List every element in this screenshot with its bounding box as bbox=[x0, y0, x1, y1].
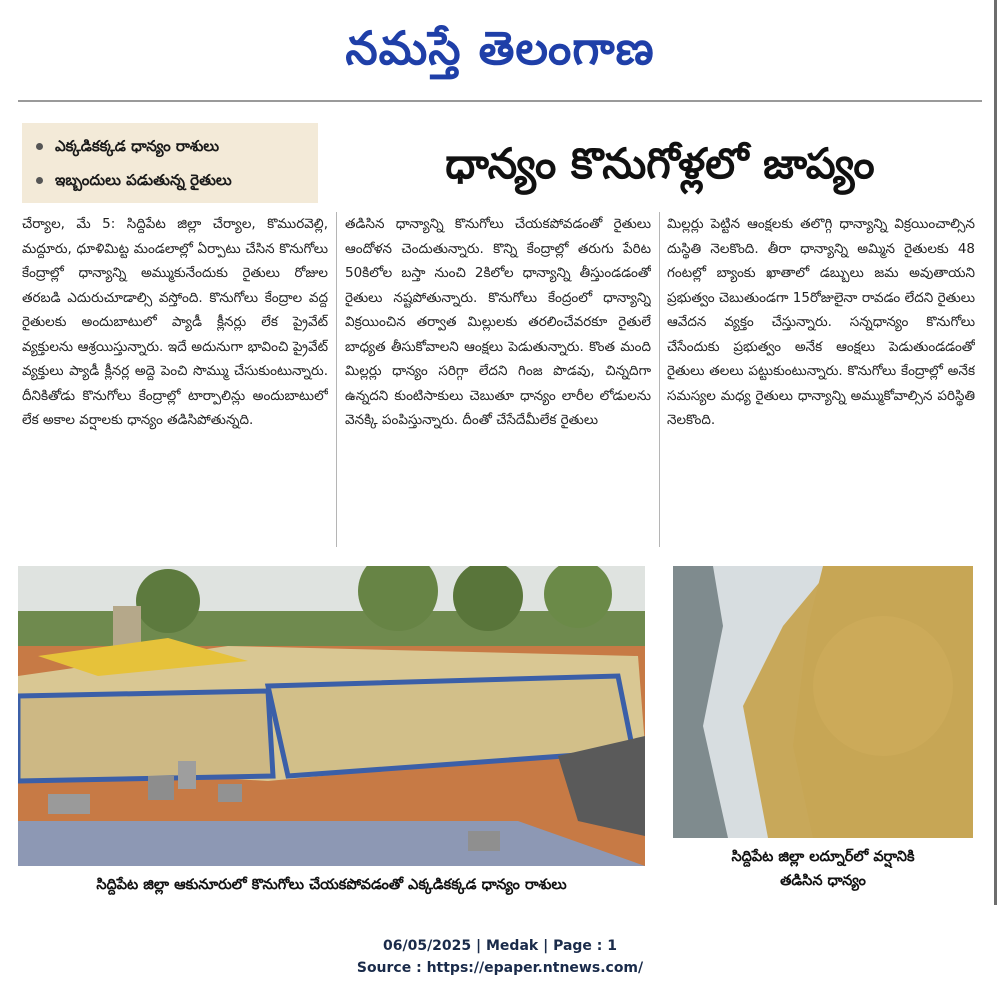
masthead bbox=[0, 0, 1000, 120]
grain-heaps-photo bbox=[18, 566, 645, 866]
newspaper-title: నమస్తే తెలంగాణ bbox=[345, 21, 655, 75]
article-headline: ధాన్యం కొనుగోళ్లలో జాప్యం bbox=[445, 139, 875, 188]
footer-info bbox=[250, 935, 750, 985]
column-divider bbox=[336, 212, 337, 547]
article-column-2: తడిసిన ధాన్యాన్ని కొనుగోలు చేయకపోవడంతో రైతులు ఆందోళన చెందుతున్నారు. కొన్ని కేంద్రాల్లో తరుగు పేరిట 50కిలోల బస్తా నుంచి 2కిలోల ధాన్యాన్ని తీస్తుండడంతో రైతులు నష్టపోతున్నారు. కొనుగోలు కేంద్రంలో ధాన్యాన్ని విక్రయించిన తర్వాత మిల్లులకు తరలించేవరకూ రైతులే బాధ్యత తీసుకోవాలని ఆంక్షలు పెడుతున్నారు. కొంత మంది మిల్లర్లు ధాన్యం సరిగ్గా లేదని గింజ పొడవు, చిన్నదిగా ఉన్నదని కుంటిసాకులు చెబుతూ ధాన్యం లారీల లోడులను వెనక్కి పంపిస్తున్నారు. దీంతో చేసేదేమీలేక రైతులు bbox=[345, 216, 651, 428]
highlight-item: ఎక్కడికక్కడ ధాన్యం రాశులు bbox=[36, 131, 219, 161]
side-caption-line-1: సిద్దిపేట జిల్లా లద్నూర్‌లో వర్షానికి bbox=[731, 849, 915, 865]
column-divider bbox=[659, 212, 660, 547]
edition-info: 06/05/2025 | Medak | Page : 1 bbox=[382, 938, 618, 954]
wet-grain-illustration bbox=[673, 566, 973, 838]
side-photo-caption bbox=[673, 845, 973, 895]
highlight-item: ఇబ్బందులు పడుతున్న రైతులు bbox=[36, 165, 232, 195]
highlights-box bbox=[22, 123, 318, 203]
bullet-icon bbox=[36, 143, 43, 150]
page-edge-rule bbox=[994, 0, 997, 905]
wet-grain-photo bbox=[673, 566, 973, 838]
side-caption-line-2: తడిసిన ధాన్యం bbox=[780, 873, 866, 889]
grain-heaps-illustration bbox=[18, 566, 645, 866]
article-column-3: మిల్లర్లు పెట్టిన ఆంక్షలకు తలొగ్గి ధాన్యాన్ని విక్రయించాల్సిన దుస్థితి నెలకొంది. తీరా ధాన్యాన్ని అమ్మిన రైతులకు 48 గంటల్లో బ్యాంకు ఖాతాలో డబ్బులు జమ అవుతాయని ప్రభుత్వం చెబుతుండగా 15రోజులైనా రావడం లేదని రైతులు ఆవేదన వ్యక్తం చేస్తున్నారు. సన్నధాన్యం కొనుగోలు చేసేందుకు ప్రభుత్వం అనేక ఆంక్షలు పెడుతుండడంతో రైతులు తలలు పట్టుకుంటున్నారు. కొనుగోలు కేంద్రాల్లో అనేక సమస్యల మధ్య రైతులు ధాన్యాన్ని అమ్ముకోవాల్సిన పరిస్థితి నెలకొంది. bbox=[667, 216, 975, 428]
header-divider bbox=[18, 100, 982, 102]
article-column-1: చేర్యాల, మే 5: సిద్దిపేట జిల్లా చేర్యాల, కొమురవెల్లి, మద్దూరు, ధూళిమిట్ట మండలాల్లో ఏర్పాటు చేసిన కొనుగోలు కేంద్రాల్లో ధాన్యాన్ని అమ్ముకునేందుకు రైతులు రోజుల తరబడి ఎదురుచూడాల్సి వస్తోంది. కొనుగోలు కేంద్రాల వద్ద రైతులకు అందుబాటులో ప్యాడీ క్లీనర్లు లేక ప్రైవేట్ వ్యక్తులను ఆశ్రయిస్తున్నారు. ఇదే అదునుగా భావించి ప్రైవేట్ వ్యక్తులు ప్యాడీ క్లీనర్ల అద్దె పెంచి సొమ్ము చేసుకుంటున్నారు. దీనికితోడు కొనుగోలు కేంద్రాల్లో టార్పాలిన్లు అందుబాటులో లేక అకాల వర్షాలకు ధాన్యం తడిసిపోతున్నది. bbox=[22, 216, 328, 428]
main-photo-caption: సిద్దిపేట జిల్లా ఆకునూరులో కొనుగోలు చేయకపోవడంతో ఎక్కడికక్కడ ధాన్యం రాశులు bbox=[96, 877, 567, 893]
bullet-icon bbox=[36, 177, 43, 184]
source-link[interactable]: Source : https://epaper.ntnews.com/ bbox=[356, 960, 644, 976]
